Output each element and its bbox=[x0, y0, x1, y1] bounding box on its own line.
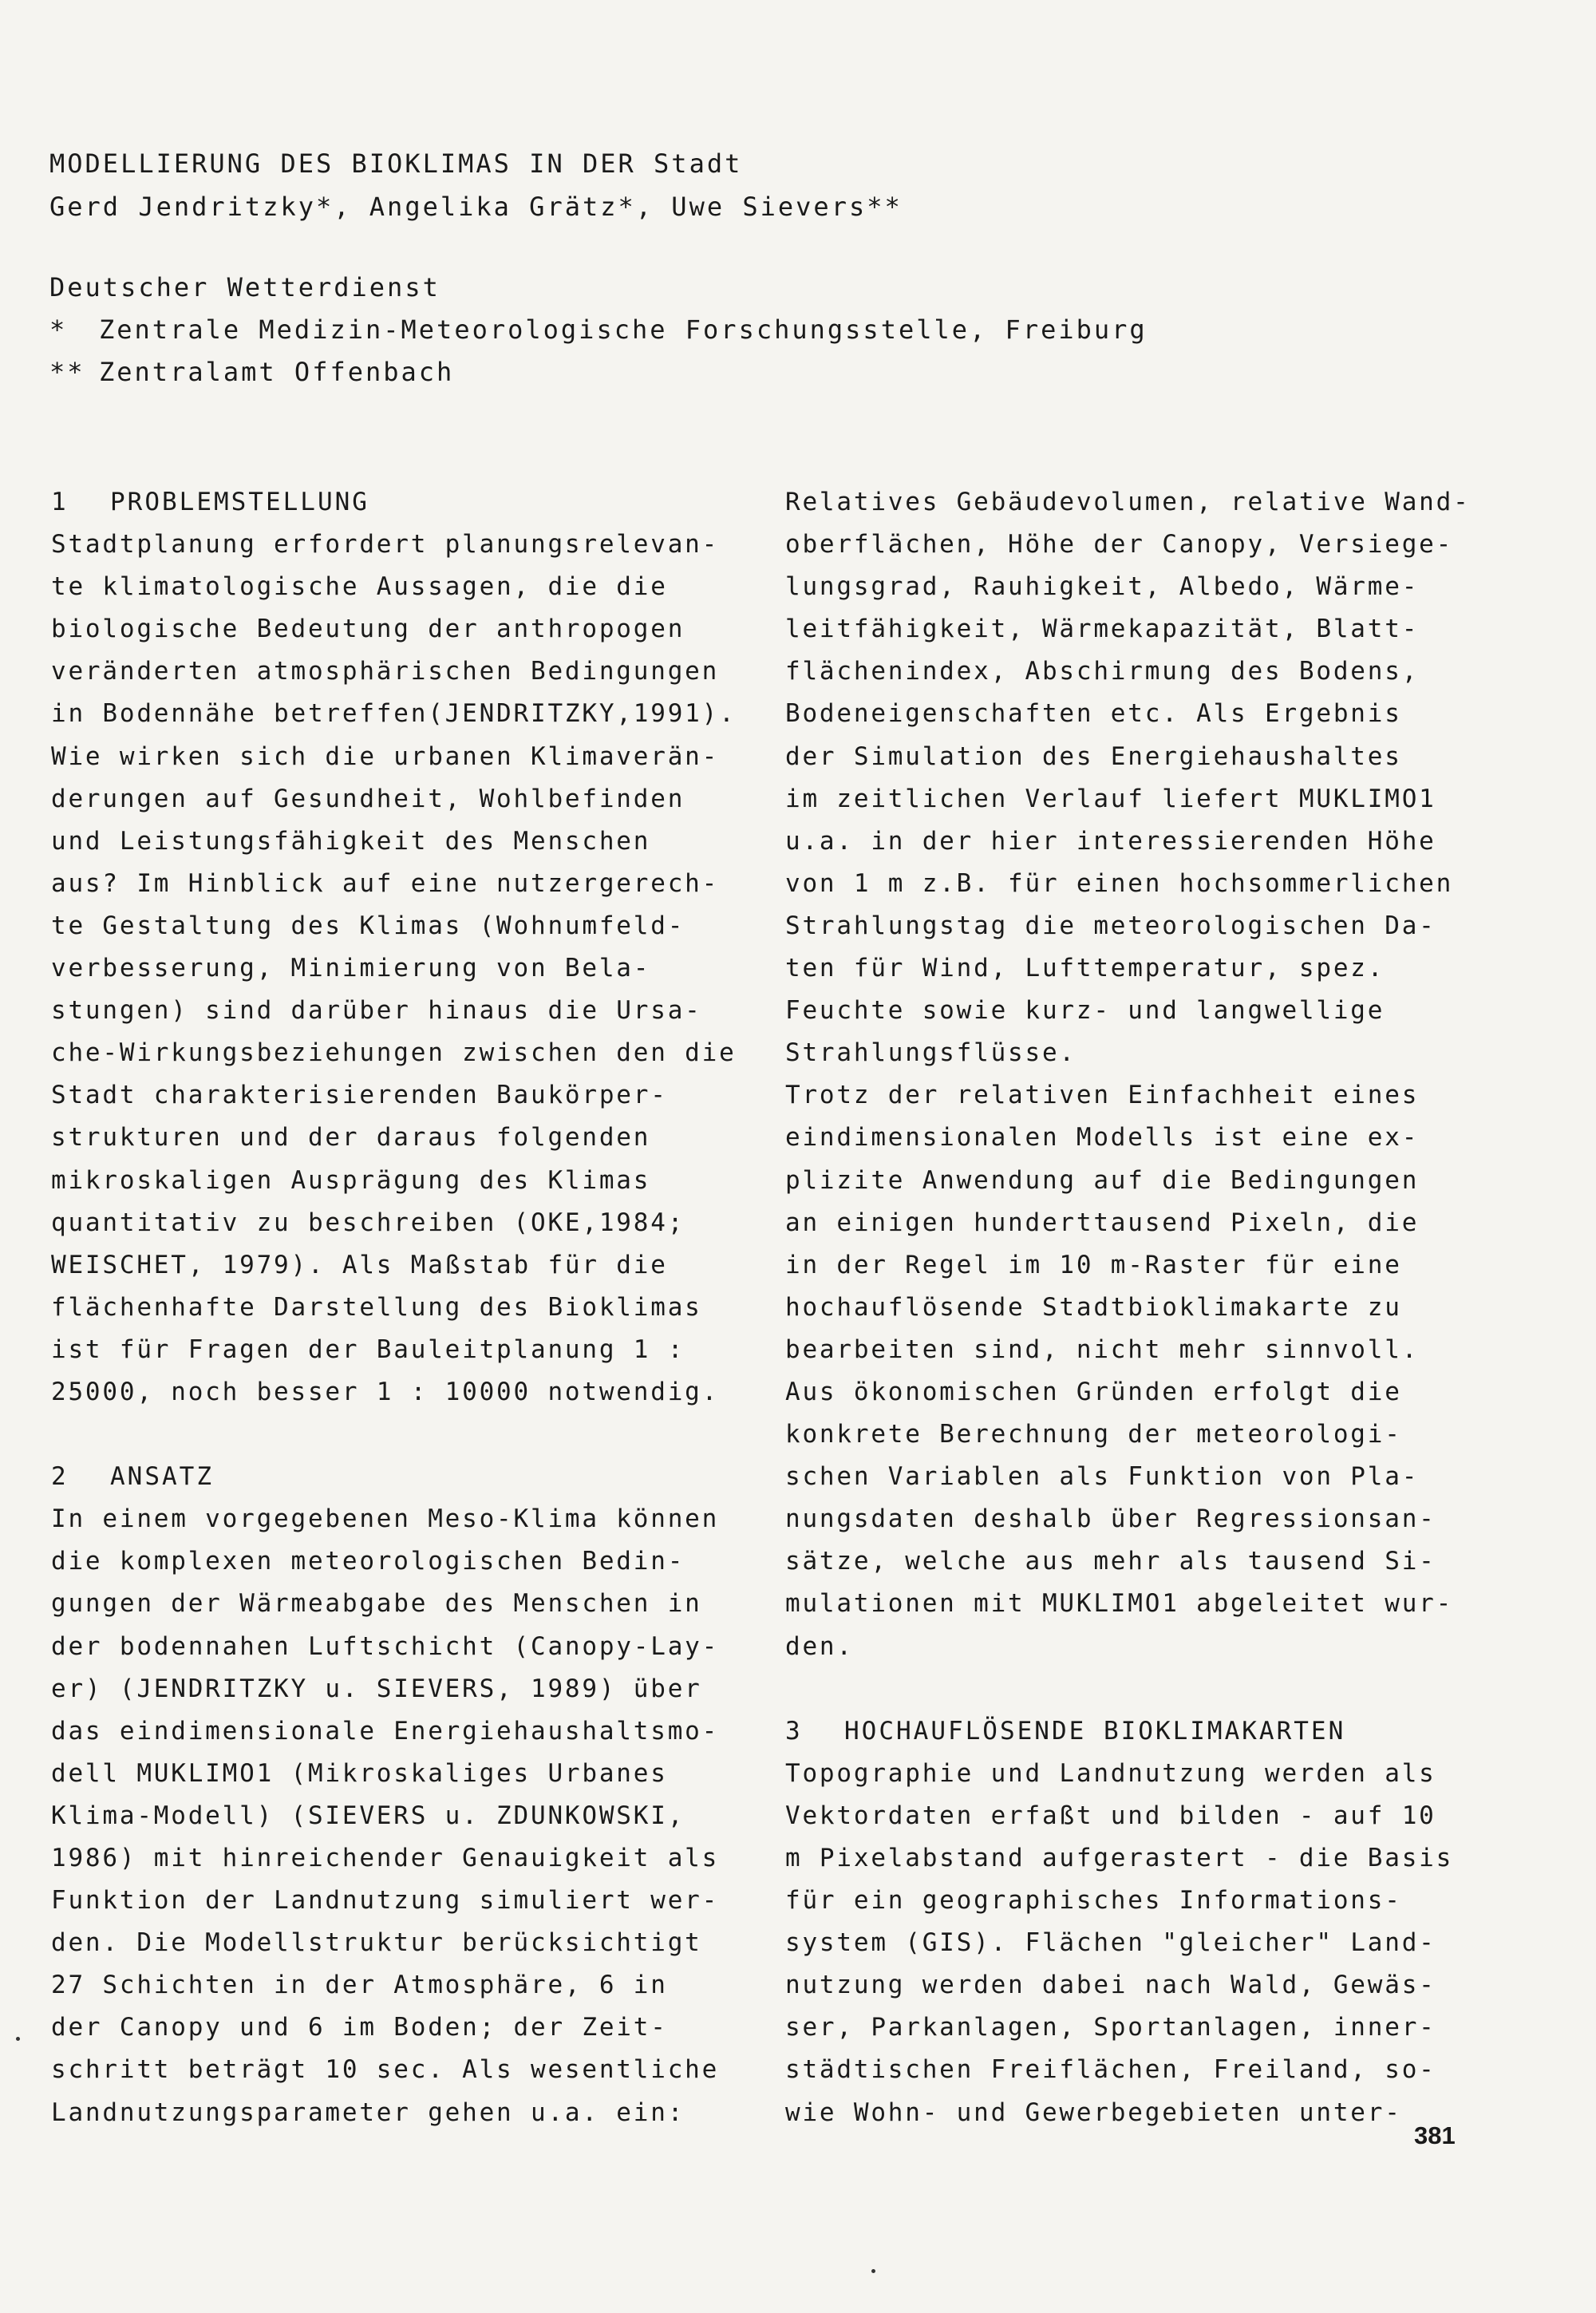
text-line: Stadt charakterisierenden Baukörper- bbox=[51, 1081, 668, 1110]
text-line: veränderten atmosphärischen Bedingungen bbox=[51, 657, 720, 686]
text-line: für ein geographisches Informations- bbox=[785, 1886, 1402, 1916]
text-line: Strahlungstag die meteorologischen Da- bbox=[785, 911, 1436, 940]
text-line: flächenindex, Abschirmung des Bodens, bbox=[785, 657, 1420, 686]
text-line: che-Wirkungsbeziehungen zwischen den die bbox=[51, 1038, 737, 1068]
text-line: mikroskaligen Ausprägung des Klimas bbox=[51, 1165, 651, 1195]
affiliation-one-text: Zentrale Medizin-Meteorologische Forschungsstelle, Freiburg bbox=[99, 314, 1148, 345]
section-3-number: 3 bbox=[785, 1716, 803, 1746]
text-line: m Pixelabstand aufgerastert - die Basis bbox=[785, 1844, 1454, 1872]
text-line: sätze, welche aus mehr als tausend Si- bbox=[785, 1547, 1436, 1576]
text-line: 1986) mit hinreichender Genauigkeit als bbox=[51, 1844, 720, 1872]
text-line: konkrete Berechnung der meteorologi- bbox=[785, 1420, 1402, 1449]
text-line: Trotz der relativen Einfachheit eines bbox=[785, 1081, 1420, 1110]
text-line: 25000, noch besser 1 : 10000 notwendig. bbox=[51, 1377, 720, 1406]
text-line: der Simulation des Energiehaushaltes bbox=[785, 741, 1402, 771]
text-line: Topographie und Landnutzung werden als bbox=[785, 1758, 1436, 1788]
text-line: Strahlungsflüsse. bbox=[785, 1038, 1077, 1068]
text-line: Klima-Modell) (SIEVERS u. ZDUNKOWSKI, bbox=[51, 1801, 685, 1830]
text-line: Relatives Gebäudevolumen, relative Wand- bbox=[785, 488, 1471, 516]
affiliation-one-mark: * bbox=[49, 314, 68, 345]
text-line: verbesserung, Minimierung von Bela- bbox=[51, 954, 651, 983]
text-line: plizite Anwendung auf die Bedingungen bbox=[785, 1165, 1420, 1195]
text-line: gungen der Wärmeabgabe des Menschen in bbox=[51, 1589, 702, 1619]
text-line: stungen) sind darüber hinaus die Ursa- bbox=[51, 996, 702, 1026]
text-line: leitfähigkeit, Wärmekapazität, Blatt- bbox=[785, 615, 1420, 644]
text-line: Vektordaten erfaßt und bilden - auf 10 bbox=[785, 1801, 1436, 1830]
text-line: die komplexen meteorologischen Bedin- bbox=[51, 1547, 685, 1576]
section-2-body bbox=[51, 1498, 753, 2133]
text-line: ser, Parkanlagen, Sportanlagen, inner- bbox=[785, 2013, 1436, 2042]
section-2-heading bbox=[51, 1456, 753, 1498]
section-1-number: 1 bbox=[51, 488, 69, 516]
paper-header bbox=[49, 142, 1326, 228]
text-line: ten für Wind, Lufttemperatur, spez. bbox=[785, 954, 1385, 983]
section-3-body bbox=[785, 1753, 1487, 2134]
section-gap bbox=[785, 1668, 1487, 1710]
text-line: an einigen hunderttausend Pixeln, die bbox=[785, 1208, 1420, 1237]
text-line: te Gestaltung des Klimas (Wohnumfeld- bbox=[51, 911, 685, 940]
affiliation-org: Deutscher Wetterdienst bbox=[49, 272, 440, 302]
text-line: 27 Schichten in der Atmosphäre, 6 in bbox=[51, 1971, 668, 2000]
section-1-title: PROBLEMSTELLUNG bbox=[110, 488, 369, 516]
text-line: In einem vorgegebenen Meso-Klima können bbox=[51, 1504, 720, 1534]
text-line: Feuchte sowie kurz- und langwellige bbox=[785, 996, 1385, 1026]
affiliation-one bbox=[49, 309, 1406, 351]
text-line: schen Variablen als Funktion von Pla- bbox=[785, 1462, 1420, 1492]
affiliation-two-text: Zentralamt Offenbach bbox=[99, 357, 455, 387]
section-1-heading bbox=[51, 481, 753, 524]
text-line: Wie wirken sich die urbanen Klimaverän- bbox=[51, 741, 720, 771]
text-line: in der Regel im 10 m-Raster für eine bbox=[785, 1250, 1402, 1279]
text-line: den. bbox=[785, 1631, 854, 1661]
text-line: oberflächen, Höhe der Canopy, Versiege- bbox=[785, 530, 1454, 559]
text-line: aus? Im Hinblick auf eine nutzergerech- bbox=[51, 868, 720, 898]
text-line: quantitativ zu beschreiben (OKE,1984; bbox=[51, 1208, 685, 1237]
scan-speck bbox=[16, 2037, 20, 2041]
text-line: biologische Bedeutung der anthropogen bbox=[51, 615, 685, 644]
text-line: Bodeneigenschaften etc. Als Ergebnis bbox=[785, 699, 1402, 729]
text-line: Funktion der Landnutzung simuliert wer- bbox=[51, 1886, 720, 1916]
text-line: städtischen Freiflächen, Freiland, so- bbox=[785, 2055, 1436, 2085]
text-line: der bodennahen Luftschicht (Canopy-Lay- bbox=[51, 1631, 720, 1661]
text-line: eindimensionalen Modells ist eine ex- bbox=[785, 1123, 1420, 1153]
right-column bbox=[785, 481, 1487, 2134]
text-line: mulationen mit MUKLIMO1 abgeleitet wur- bbox=[785, 1589, 1454, 1619]
text-line: von 1 m z.B. für einen hochsommerlichen bbox=[785, 868, 1454, 898]
text-line: te klimatologische Aussagen, die die bbox=[51, 572, 668, 602]
section-1-body bbox=[51, 524, 753, 1414]
text-line: in Bodennähe betreffen(JENDRITZKY,1991). bbox=[51, 699, 737, 729]
text-line: nungsdaten deshalb über Regressionsan- bbox=[785, 1504, 1436, 1534]
text-line: er) (JENDRITZKY u. SIEVERS, 1989) über bbox=[51, 1674, 702, 1703]
section-2-continuation bbox=[785, 481, 1487, 1668]
affiliation-two-mark: ** bbox=[49, 357, 85, 387]
section-2-number: 2 bbox=[51, 1462, 69, 1492]
left-column bbox=[51, 481, 753, 2134]
section-3-title: HOCHAUFLÖSENDE BIOKLIMAKARTEN bbox=[844, 1716, 1346, 1746]
section-gap bbox=[51, 1414, 753, 1456]
text-line: flächenhafte Darstellung des Bioklimas bbox=[51, 1292, 702, 1322]
text-line: system (GIS). Flächen "gleicher" Land- bbox=[785, 1928, 1436, 1958]
text-line: ist für Fragen der Bauleitplanung 1 : bbox=[51, 1334, 685, 1364]
paper-authors: Gerd Jendritzky*, Angelika Grätz*, Uwe Sievers** bbox=[49, 192, 903, 222]
text-line: das eindimensionale Energiehaushaltsmo- bbox=[51, 1716, 720, 1746]
text-line: nutzung werden dabei nach Wald, Gewäs- bbox=[785, 1971, 1436, 2000]
text-line: hochauflösende Stadtbioklimakarte zu bbox=[785, 1292, 1402, 1322]
section-3-heading bbox=[785, 1710, 1487, 1753]
affiliations bbox=[49, 267, 1406, 393]
text-line: bearbeiten sind, nicht mehr sinnvoll. bbox=[785, 1334, 1420, 1364]
paper-title: MODELLIERUNG DES BIOKLIMAS IN DER Stadt bbox=[49, 148, 743, 179]
affiliation-two bbox=[49, 351, 1406, 393]
text-line: den. Die Modellstruktur berücksichtigt bbox=[51, 1928, 702, 1958]
text-line: WEISCHET, 1979). Als Maßstab für die bbox=[51, 1250, 668, 1279]
text-line: dell MUKLIMO1 (Mikroskaliges Urbanes bbox=[51, 1758, 668, 1788]
text-line: Stadtplanung erfordert planungsrelevan- bbox=[51, 530, 720, 559]
text-line: und Leistungsfähigkeit des Menschen bbox=[51, 826, 651, 856]
text-line: der Canopy und 6 im Boden; der Zeit- bbox=[51, 2013, 668, 2042]
text-line: Landnutzungsparameter gehen u.a. ein: bbox=[51, 2098, 685, 2127]
scan-speck bbox=[871, 2269, 875, 2273]
text-line: wie Wohn- und Gewerbegebieten unter- bbox=[785, 2098, 1402, 2127]
text-line: u.a. in der hier interessierenden Höhe bbox=[785, 826, 1436, 856]
text-line: lungsgrad, Rauhigkeit, Albedo, Wärme- bbox=[785, 572, 1420, 602]
text-line: derungen auf Gesundheit, Wohlbefinden bbox=[51, 784, 685, 813]
section-2-title: ANSATZ bbox=[110, 1462, 214, 1492]
text-line: im zeitlichen Verlauf liefert MUKLIMO1 bbox=[785, 784, 1436, 813]
text-line: Aus ökonomischen Gründen erfolgt die bbox=[785, 1377, 1402, 1406]
text-line: strukturen und der daraus folgenden bbox=[51, 1123, 651, 1153]
text-line: schritt beträgt 10 sec. Als wesentliche bbox=[51, 2055, 720, 2085]
page-number: 381 bbox=[1414, 2121, 1456, 2149]
